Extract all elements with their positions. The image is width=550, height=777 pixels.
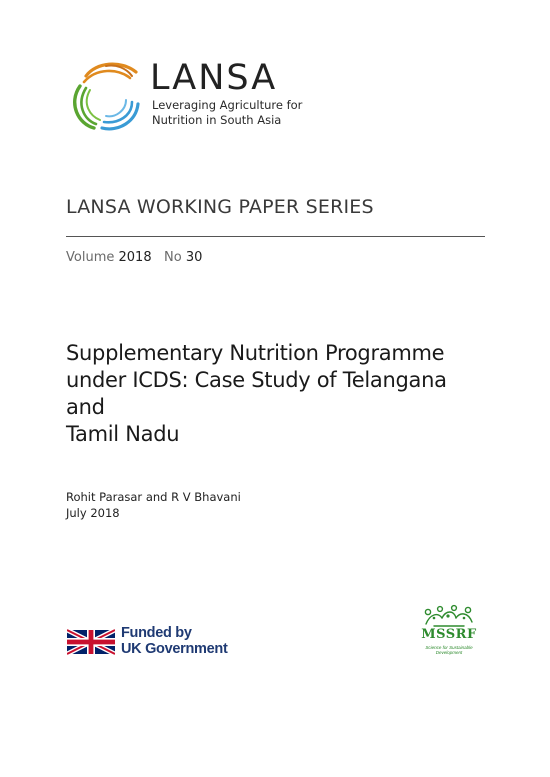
paper-title-line: Tamil Nadu: [66, 422, 180, 446]
volume-label: Volume: [66, 250, 115, 265]
paper-title: [66, 340, 486, 448]
uk-government-logo: [67, 627, 237, 659]
paper-title-line: Supplementary Nutrition Programme: [66, 341, 445, 365]
volume-number-line: [66, 250, 202, 265]
number-label: No: [164, 250, 182, 265]
authors-block: [66, 489, 241, 521]
publication-date: July 2018: [66, 506, 120, 520]
volume-value: 2018: [118, 250, 152, 265]
lansa-wordmark: LANSA: [150, 58, 278, 98]
mssrf-name: MSSRF: [421, 627, 477, 642]
series-title: LANSA WORKING PAPER SERIES: [66, 196, 374, 218]
lansa-logo: [66, 58, 306, 134]
uk-government-text: [121, 625, 227, 657]
mssrf-logo: [416, 604, 482, 656]
mssrf-tagline: Science for Sustainable Development: [425, 645, 473, 655]
lansa-tagline-line: Leveraging Agriculture for: [152, 98, 303, 112]
lansa-tagline-line: Nutrition in South Asia: [152, 113, 282, 127]
authors: Rohit Parasar and R V Bhavani: [66, 490, 241, 504]
uk-government-line: UK Government: [121, 641, 228, 657]
number-value: 30: [185, 250, 203, 265]
funded-by-line: Funded by: [121, 625, 192, 641]
union-jack-icon: [67, 627, 115, 657]
lansa-swirl-icon: [66, 58, 156, 134]
divider: [66, 236, 485, 237]
mssrf-emblem-icon: [420, 604, 478, 628]
lansa-tagline: [152, 98, 302, 128]
paper-title-line: under ICDS: Case Study of Telangana and: [66, 368, 447, 419]
